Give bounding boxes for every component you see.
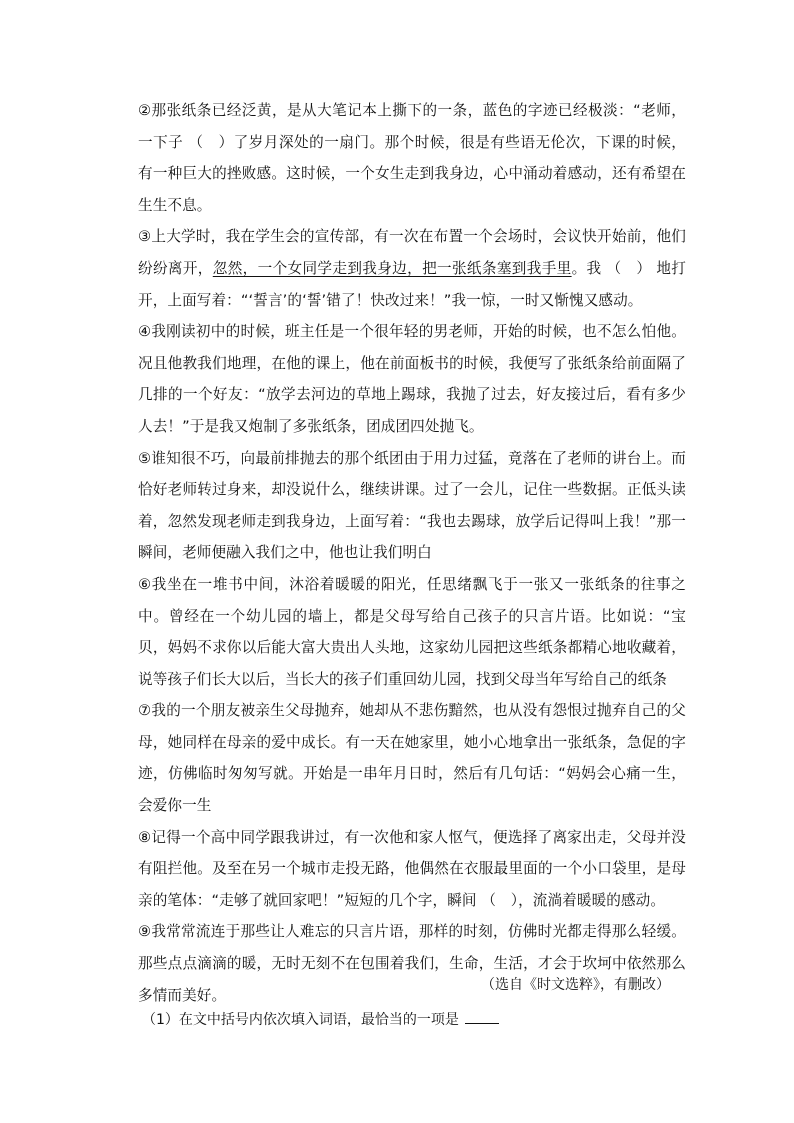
paragraph-6-text: ⑥我坐在一堆书中间，沐浴着暖暖的阳光，任思绪飘飞于一张又一张纸条的往事之中。曾经在一个幼儿园的墙上，都是父母写给自己孩子的只言片语。比如说：“宝贝，妈妈不求你以后能大富大贵出人头地，这家幼儿园把这些纸条都精心地收藏着，说等孩子们长大以后，当长大的孩子们重回幼儿园，找到父母当年写给自己的纸条	[138, 575, 686, 688]
question-1-text: （1）在文中括号内依次填入词语，最恰当的一项是	[142, 1012, 459, 1028]
paragraph-3-text-a: ③上大学时，我在学生会的宣传部，有一次在布置一个会场时，会议快开始前，他们纷纷离开，	[138, 228, 686, 277]
question-1	[142, 1009, 499, 1031]
paragraph-4-text: ④我刚读初中的时候，班主任是一个很年轻的男老师，开始的时候，也不怎么怕他。况且他教我们地理，在他的课上，他在前面板书的时候，我便写了张纸条给前面隔了几排的一个好友：“放学去河边的草地上踢球，我抛了过去，好友接过后，看有多少人去！”于是我又炮制了多张纸条，团成团四处抛飞。	[138, 323, 686, 435]
paragraph-7-text: ⑦我的一个朋友被亲生父母抛弃，她却从不悲伤黯然，也从没有怨恨过抛弃自己的父母，她同样在母亲的爱中成长。有一天在她家里，她小心地拿出一张纸条，急促的字迹，仿佛临时匆匆写就。开始是一串年月日时，然后有几句话：“妈妈会心痛一生，会爱你一生	[138, 702, 686, 815]
answer-blank[interactable]	[465, 1009, 499, 1024]
paragraph-3-text-b: 。我 （ ） 地打开，上面写着：“‘誓言’的‘誓’错了！快改过来！”我一惊，一时又惭愧又感动。	[138, 259, 686, 309]
source-citation: （选自《时文选粹》，有删改）	[481, 977, 670, 993]
paragraph-9-text: ⑨我常常流连于那些让人难忘的只言片语，那样的时刻，仿佛时光都走得那么轻缓。那些点点滴滴的暖，无时无刻不在包围着我们，生命，生活，才会于坎坷中依然那么多情而美好。	[138, 923, 686, 1004]
article-body	[138, 95, 686, 1011]
paragraph-4	[138, 316, 686, 442]
paragraph-2	[138, 95, 686, 221]
paragraph-3-underlined-sentence: 忽然，一个女同学走到我身边，把一张纸条塞到我手里	[212, 259, 572, 277]
paragraph-3	[138, 221, 686, 316]
paragraph-5	[138, 443, 686, 569]
paragraph-8-text: ⑧记得一个高中同学跟我讲过，有一次他和家人怄气，便选择了离家出走，父母并没有阻拦他。及至在另一个城市走投无路，他偶然在衣服最里面的一个小口袋里，是母亲的笔体：“走够了就回家吧！”短短的几个字，瞬间 （ ），流淌着暖暖的感动。	[138, 828, 686, 909]
paragraph-8	[138, 822, 686, 917]
paragraph-2-text: ②那张纸条已经泛黄，是从大笔记本上撕下的一条，蓝色的字迹已经极淡：“老师，一下子 （ ）了岁月深处的一扇门。那个时候，很是有些语无伦次，下课的时候，有一种巨大的挫败感。这时候，一个女生走到我身边，心中涌动着感动，还有希望在生生不息。	[138, 102, 686, 214]
paragraph-6	[138, 569, 686, 695]
paragraph-7	[138, 695, 686, 821]
paragraph-5-text: ⑤谁知很不巧，向最前排抛去的那个纸团由于用力过猛，竟落在了老师的讲台上。而恰好老师转过身来，却没说什么，继续讲课。过了一会儿，记住一些数据。正低头读着，忽然发现老师走到我身边，上面写着：“我也去踢球，放学后记得叫上我！”那一瞬间，老师便融入我们之中，他也让我们明白	[138, 449, 686, 562]
paragraph-9	[138, 916, 686, 1011]
